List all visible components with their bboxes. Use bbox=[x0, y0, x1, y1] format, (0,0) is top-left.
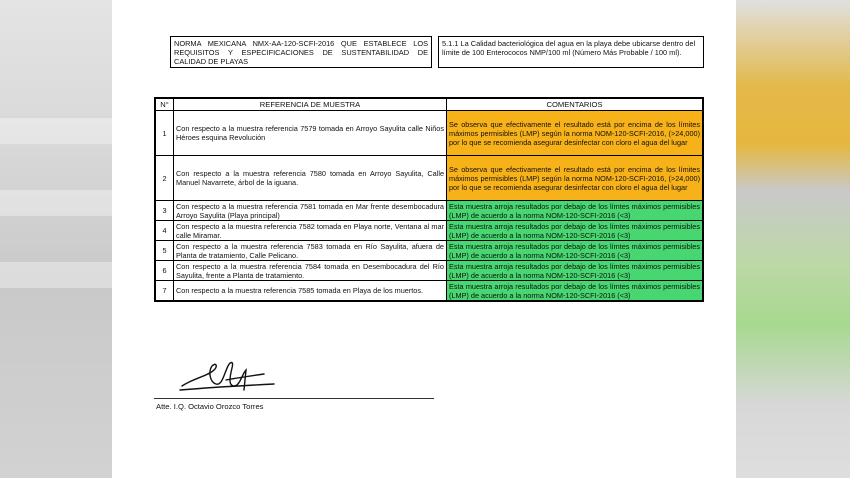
table-row bbox=[155, 241, 703, 261]
norma-box: NORMA MEXICANA NMX-AA-120-SCFI-2016 QUE ESTABLECE LOS REQUISITOS Y ESPECIFICACIONES DE SUSTENTABILIDAD DE CALIDAD DE PLAYAS bbox=[170, 36, 432, 68]
row-reference: Con respecto a la muestra referencia 7585 tomada en Playa de los muertos. bbox=[174, 281, 447, 302]
row-reference: Con respecto a la muestra referencia 7583 tomada en Río Sayulita, afuera de Planta de tratamiento, Calle Pelicano. bbox=[174, 241, 447, 261]
row-comment: Esta muestra arroja resultados por debajo de los límtes máximos permisibles (LMP) de acuerdo a la norma NOM-120-SCFI-2016 (<3) bbox=[447, 201, 704, 221]
header-ref: REFERENCIA DE MUESTRA bbox=[174, 98, 447, 111]
row-number: 7 bbox=[155, 281, 174, 302]
row-number: 4 bbox=[155, 221, 174, 241]
table-header-row bbox=[155, 98, 703, 111]
row-number: 1 bbox=[155, 111, 174, 156]
row-reference: Con respecto a la muestra referencia 7584 tomada en Desembocadura del Río Sayulita, frente a Planta de tratamiento. bbox=[174, 261, 447, 281]
row-reference: Con respecto a la muestra referencia 7579 tomada en Arroyo Sayulita calle Niños Héroes esquina Revolución bbox=[174, 111, 447, 156]
blurred-background-left bbox=[0, 0, 112, 478]
table-row bbox=[155, 156, 703, 201]
row-comment: Esta muestra arroja resultados por debajo de los límtes máximos permisibles (LMP) de acuerdo a la norma NOM-120-SCFI-2016 (<3) bbox=[447, 261, 704, 281]
row-number: 2 bbox=[155, 156, 174, 201]
table-row bbox=[155, 261, 703, 281]
signature-line bbox=[154, 398, 434, 399]
calidad-box: 5.1.1 La Calidad bacteriológica del agua en la playa debe ubicarse dentro del límite de 100 Enterococos NMP/100 ml (Número Más Probable / 100 ml). bbox=[438, 36, 704, 68]
row-number: 6 bbox=[155, 261, 174, 281]
document-page bbox=[112, 0, 736, 478]
results-table bbox=[154, 97, 704, 302]
row-number: 5 bbox=[155, 241, 174, 261]
blurred-background-right bbox=[735, 0, 850, 478]
blur-band bbox=[0, 190, 112, 216]
header-num: N° bbox=[155, 98, 174, 111]
row-comment: Se observa que efectivamente el resultado está por encima de los límites máximos permisibles (LMP) según la norma NOM-120-SCFI-2016, (>24,000) por lo que se recomienda asegurar desinfectar con cloro el agua del lugar bbox=[447, 111, 704, 156]
blur-band bbox=[0, 118, 112, 144]
row-comment: Esta muestra arroja resultados por debajo de los límtes máximos permisibles (LMP) de acuerdo a la norma NOM-120-SCFI-2016 (<3) bbox=[447, 241, 704, 261]
row-reference: Con respecto a la muestra referencia 7582 tomada en Playa norte, Ventana al mar calle Miramar. bbox=[174, 221, 447, 241]
header-com: COMENTARIOS bbox=[447, 98, 704, 111]
table-row bbox=[155, 281, 703, 302]
signatory-name: Atte. I.Q. Octavio Orozco Torres bbox=[156, 402, 264, 411]
row-comment: Esta muestra arroja resultados por debajo de los límtes máximos permisibles (LMP) de acuerdo a la norma NOM-120-SCFI-2016 (<3) bbox=[447, 221, 704, 241]
table-row bbox=[155, 201, 703, 221]
blur-band bbox=[0, 262, 112, 288]
row-reference: Con respecto a la muestra referencia 7580 tomada en Arroyo Sayulita, Calle Manuel Navarrete, árbol de la iguana. bbox=[174, 156, 447, 201]
row-comment: Esta muestra arroja resultados por debajo de los límtes máximos permisibles (LMP) de acuerdo a la norma NOM-120-SCFI-2016 (<3) bbox=[447, 281, 704, 302]
signature-icon bbox=[174, 356, 284, 398]
table-row bbox=[155, 111, 703, 156]
table-row bbox=[155, 221, 703, 241]
row-comment: Se observa que efectivamente el resultado está por encima de los límites máximos permisibles (LMP) según la norma NOM-120-SCFI-2016, (>24,000) por lo que se recomienda asegurar desinfectar con cloro el agua del lugar bbox=[447, 156, 704, 201]
row-reference: Con respecto a la muestra referencia 7581 tomada en Mar frente desembocadura Arroyo Sayulita (Playa principal) bbox=[174, 201, 447, 221]
row-number: 3 bbox=[155, 201, 174, 221]
